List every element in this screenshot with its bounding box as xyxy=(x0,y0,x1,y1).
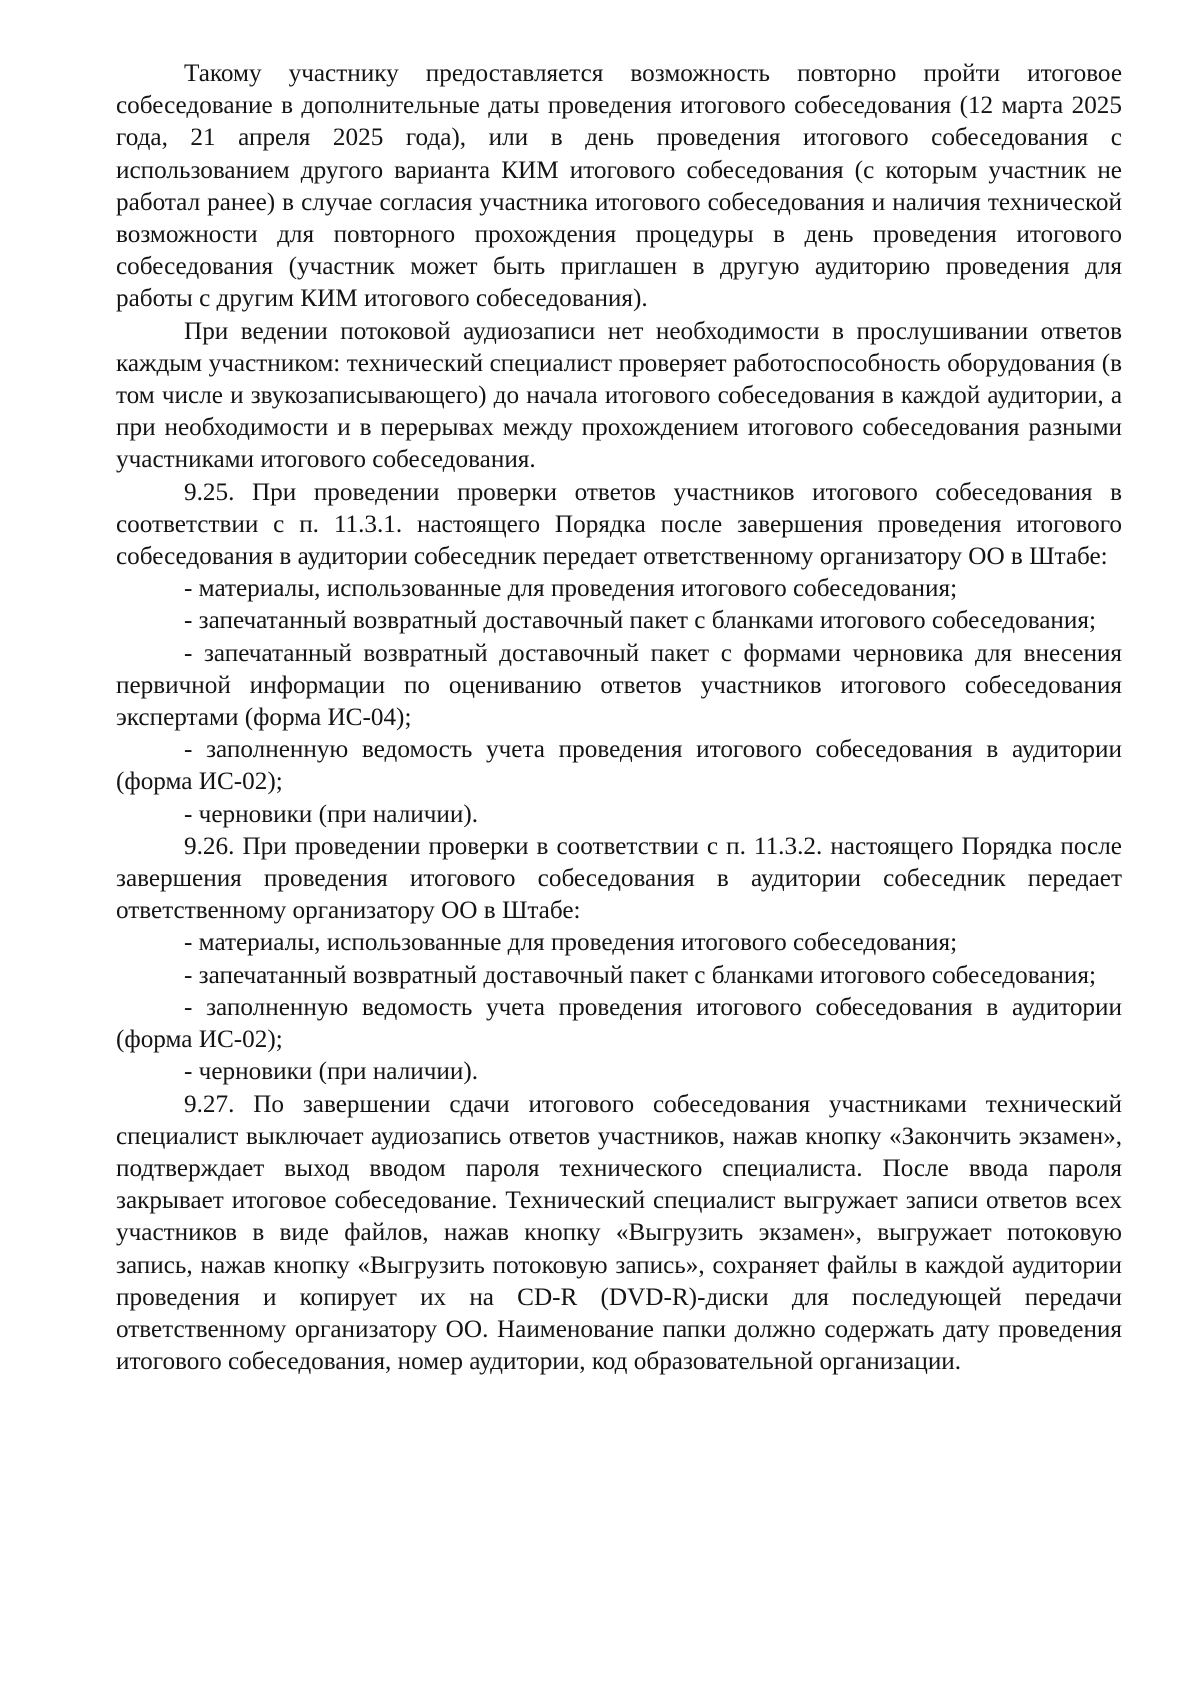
paragraph-audio-recording: При ведении потоковой аудиозаписи нет необходимости в прослушивании ответов каждым участником: технический специалист проверяет работоспособность оборудования (в том числе и звукозаписывающего) до начала итогового собеседования в каждой аудитории, а при необходимости и в перерывах между прохождением итогового собеседования разными участниками итогового собеседования. xyxy=(116,317,1122,474)
list-item-drafts: - черновики (при наличии). xyxy=(184,800,479,828)
list-item-register-is02-2: - заполненную ведомость учета проведения итогового собеседования в аудитории (форма ИС-02); xyxy=(116,993,1122,1054)
list-item-materials-2: - материалы, использованные для проведения итогового собеседования; xyxy=(184,929,958,957)
list-item-register-is02: - заполненную ведомость учета проведения итогового собеседования в аудитории (форма ИС-02); xyxy=(116,736,1122,796)
paragraph-9-26: 9.26. При проведении проверки в соответствии с п. 11.3.2. настоящего Порядка после завершения проведения итогового собеседования в аудитории собеседник передает ответственному организатору ОО в Штабе: xyxy=(116,832,1122,925)
document-page xyxy=(116,58,1122,1378)
list-item-sealed-package-drafts: - запечатанный возвратный доставочный пакет с формами черновика для внесения первичной информации по оцениванию ответов участников итогового собеседования экспертами (форма ИС-04); xyxy=(116,639,1122,732)
list-item-sealed-package-forms: - запечатанный возвратный доставочный пакет с бланками итогового собеседования; xyxy=(184,607,1096,635)
list-item-materials: - материалы, использованные для проведения итогового собеседования; xyxy=(184,575,958,603)
paragraph-9-25: 9.25. При проведении проверки ответов участников итогового собеседования в соответствии с п. 11.3.1. настоящего Порядка после завершения проведения итогового собеседования в аудитории собеседник передает ответственному организатору ОО в Штабе: xyxy=(116,478,1122,571)
list-item-drafts-2: - черновики (при наличии). xyxy=(184,1058,479,1086)
list-item-sealed-package-forms-2: - запечатанный возвратный доставочный пакет с бланками итогового собеседования; xyxy=(184,961,1096,989)
paragraph-9-27: 9.27. По завершении сдачи итогового собеседования участниками технический специалист выключает аудиозапись ответов участников, нажав кнопку «Закончить экзамен», подтверждает выход вводом пароля технического специалиста. После ввода пароля закрывает итоговое собеседование. Технический специалист выгружает записи ответов всех участников в виде файлов, нажав кнопку «Выгрузить экзамен», выгружает потоковую запись, нажав кнопку «Выгрузить потоковую запись», сохраняет файлы в каждой аудитории проведения и копирует их на CD-R (DVD-R)-диски для последующей передачи ответственному организатору ОО. Наименование папки должно содержать дату проведения итогового собеседования, номер аудитории, код образовательной организации. xyxy=(116,1090,1122,1376)
paragraph-repeat-opportunity: Такому участнику предоставляется возможность повторно пройти итоговое собеседование в дополнительные даты проведения итогового собеседования (12 марта 2025 года, 21 апреля 2025 года), или в день проведения итогового собеседования с использованием другого варианта КИМ итогового собеседования (с которым участник не работал ранее) в случае согласия участника итогового собеседования и наличия технической возможности для повторного прохождения процедуры в день проведения итогового собеседования (участник может быть приглашен в другую аудиторию проведения для работы с другим КИМ итогового собеседования). xyxy=(116,60,1122,313)
